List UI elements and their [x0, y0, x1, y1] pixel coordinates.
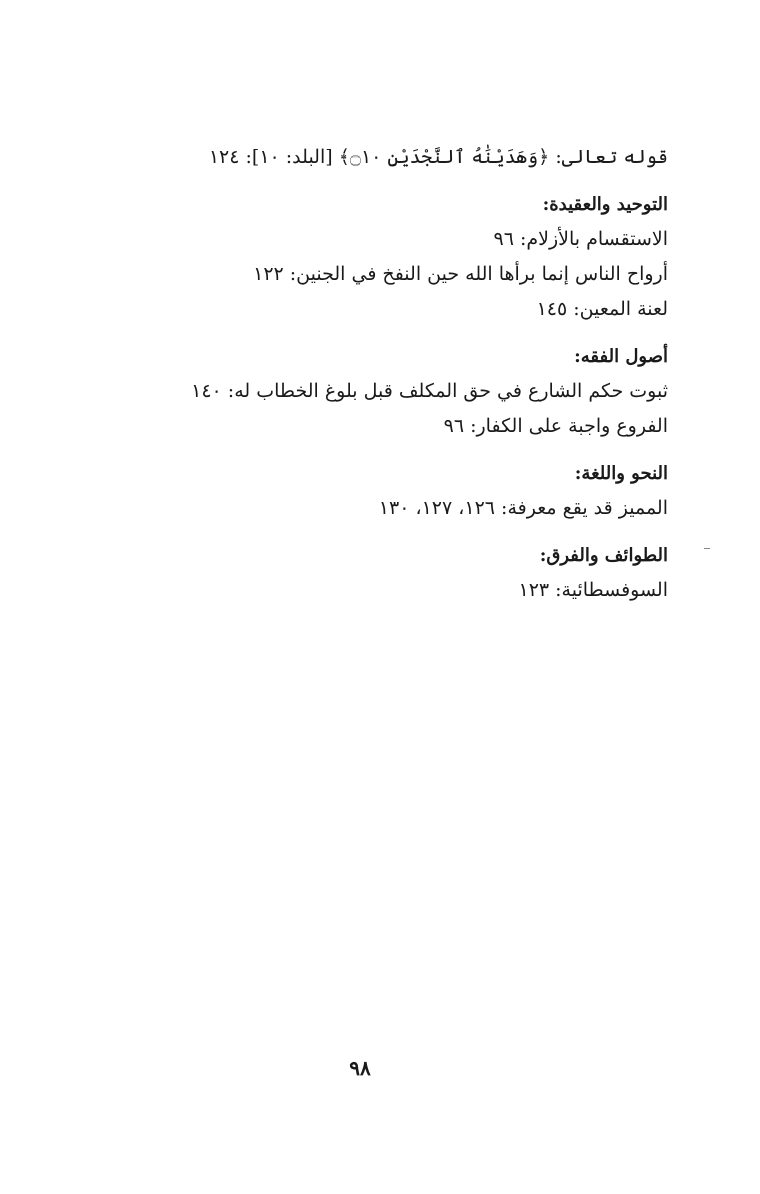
index-entry: الفروع واجبة على الكفار: ٩٦: [443, 415, 668, 437]
index-entry: ثبوت حكم الشارع في حق المكلف قبل بلوغ الخطاب له: ١٤٠: [191, 380, 668, 402]
index-page-body: [148, 140, 668, 620]
section-heading: التوحيد والعقيدة:: [542, 194, 668, 215]
section-heading: النحو واللغة:: [574, 463, 668, 484]
verse-index-line: قوله تعالى: ﴿وَهَدَيْنَٰهُ ٱلنَّجْدَيْنِ ۝١٠﴾ [البلد: ١٠]: ١٢٤: [208, 146, 668, 168]
section-nahw-lugha: [148, 456, 668, 526]
section-usul-fiqh: [148, 339, 668, 444]
index-entry: الاستقسام بالأزلام: ٩٦: [493, 228, 668, 250]
index-entry: لعنة المعين: ١٤٥: [536, 298, 668, 320]
section-tawhid: [148, 187, 668, 327]
index-entry: السوفسطائية: ١٢٣: [518, 579, 668, 601]
section-heading: أصول الفقه:: [574, 346, 668, 367]
page-number: ٩٨: [349, 1056, 371, 1080]
section-heading: الطوائف والفرق:: [539, 545, 668, 566]
index-entry: المميز قد يقع معرفة: ١٢٦، ١٢٧، ١٣٠: [378, 497, 668, 519]
index-entry: أرواح الناس إنما برأها الله حين النفخ في الجنين: ١٢٢: [253, 263, 668, 285]
margin-mark: [704, 548, 710, 549]
section-tawaif-firaq: [148, 538, 668, 608]
